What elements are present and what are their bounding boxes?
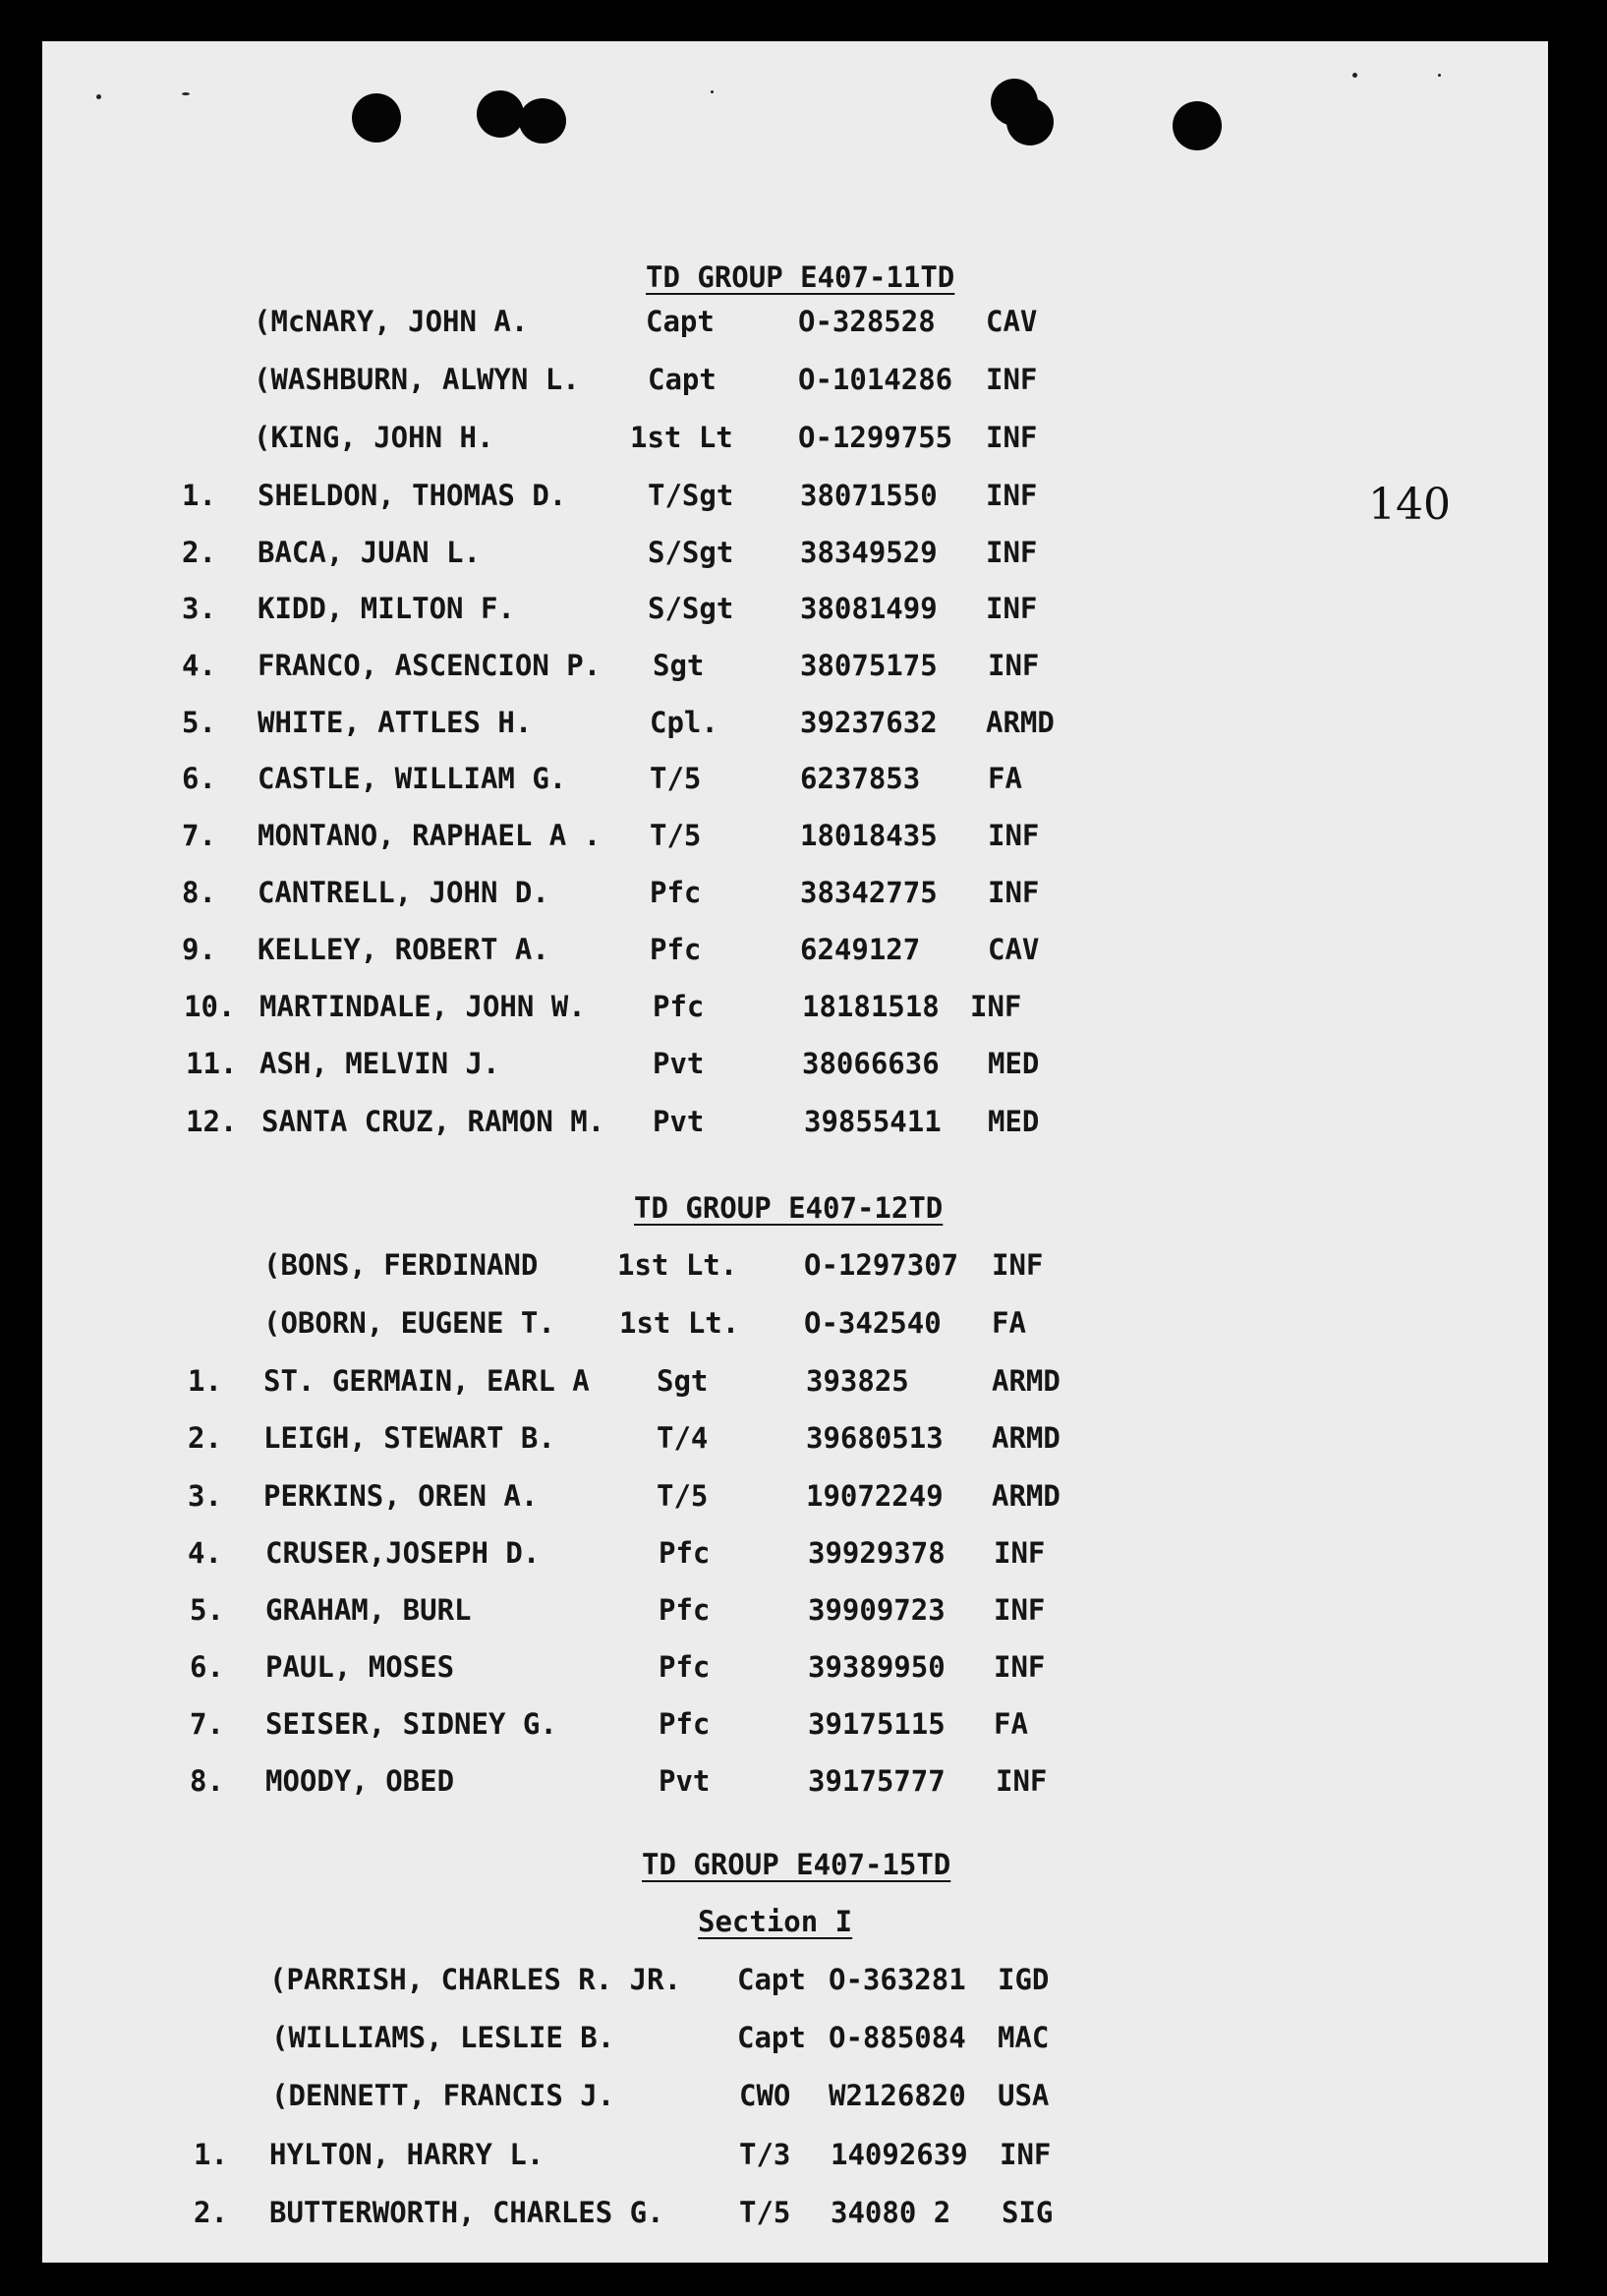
member-row: [0, 1536, 1607, 1576]
member-serial: 19072249: [806, 1479, 944, 1513]
member-branch: ARMD: [992, 1364, 1061, 1398]
member-number: 3.: [188, 1479, 222, 1513]
member-row: [0, 592, 1607, 631]
member-number: 2.: [188, 1421, 222, 1455]
member-number: 5.: [182, 706, 216, 739]
speck: [1438, 74, 1441, 77]
officer-branch: INF: [992, 1248, 1044, 1282]
member-rank: Pfc: [653, 990, 705, 1023]
officer-row: [0, 305, 1607, 344]
officer-rank: Capt: [646, 305, 715, 338]
member-number: 2.: [194, 2196, 228, 2229]
officer-row: [0, 1248, 1607, 1288]
member-row: [0, 2196, 1607, 2235]
member-name: MARTINDALE, JOHN W.: [259, 990, 586, 1023]
member-rank: T/3: [739, 2138, 791, 2171]
officer-row: [0, 421, 1607, 460]
member-number: 7.: [182, 819, 216, 852]
member-rank: Pfc: [650, 933, 702, 966]
member-branch: SIG: [1002, 2196, 1054, 2229]
member-name: KELLEY, ROBERT A.: [258, 933, 549, 966]
member-number: 12.: [186, 1105, 238, 1138]
officer-branch: MAC: [998, 2021, 1050, 2054]
member-name: MONTANO, RAPHAEL A .: [258, 819, 602, 852]
member-name: SEISER, SIDNEY G.: [265, 1707, 557, 1741]
member-serial: 39929378: [808, 1536, 946, 1570]
member-number: 7.: [190, 1707, 224, 1741]
officer-rank: 1st Lt: [630, 421, 733, 454]
member-branch: ARMD: [992, 1479, 1061, 1513]
member-rank: Sgt: [653, 649, 705, 682]
officer-name: (WILLIAMS, LESLIE B.: [271, 2021, 615, 2054]
member-serial: 6237853: [800, 762, 921, 795]
member-row: [0, 649, 1607, 688]
member-row: [0, 1707, 1607, 1747]
officer-serial: O-363281: [829, 1963, 966, 1996]
member-branch: INF: [994, 1650, 1046, 1684]
officer-name: (PARRISH, CHARLES R. JR.: [269, 1963, 682, 1996]
officer-row: [0, 363, 1607, 402]
member-name: WHITE, ATTLES H.: [258, 706, 533, 739]
member-serial: 38349529: [800, 536, 938, 569]
member-branch: ARMD: [986, 706, 1055, 739]
member-name: KIDD, MILTON F.: [258, 592, 515, 625]
officer-rank: Capt: [648, 363, 717, 396]
member-serial: 38075175: [800, 649, 938, 682]
officer-name: (DENNETT, FRANCIS J.: [271, 2079, 615, 2112]
member-branch: INF: [986, 592, 1038, 625]
member-number: 6.: [182, 762, 216, 795]
officer-serial: O-1297307: [804, 1248, 959, 1282]
member-branch: FA: [994, 1707, 1028, 1741]
member-branch: INF: [994, 1593, 1046, 1627]
officer-rank: 1st Lt.: [617, 1248, 738, 1282]
officer-branch: IGD: [998, 1963, 1050, 1996]
member-number: 1.: [182, 479, 216, 512]
member-branch: INF: [986, 479, 1038, 512]
member-rank: T/5: [650, 762, 702, 795]
member-serial: 39175777: [808, 1764, 946, 1798]
member-name: GRAHAM, BURL: [265, 1593, 472, 1627]
member-serial: 39680513: [806, 1421, 944, 1455]
member-row: [0, 2138, 1607, 2177]
member-row: [0, 1650, 1607, 1690]
member-rank: Pvt: [659, 1764, 711, 1798]
officer-branch: INF: [986, 421, 1038, 454]
member-rank: Pvt: [653, 1105, 705, 1138]
member-row: [0, 1421, 1607, 1461]
member-row: [0, 990, 1607, 1029]
member-serial: 39855411: [804, 1105, 942, 1138]
punch-hole: [1006, 98, 1054, 145]
member-number: 9.: [182, 933, 216, 966]
member-rank: T/Sgt: [648, 479, 734, 512]
member-rank: Pfc: [659, 1650, 711, 1684]
officer-branch: INF: [986, 363, 1038, 396]
member-branch: CAV: [988, 933, 1040, 966]
officer-row: [0, 1306, 1607, 1346]
officer-name: (KING, JOHN H.: [254, 421, 494, 454]
member-branch: MED: [988, 1105, 1040, 1138]
member-serial: 39237632: [800, 706, 938, 739]
member-name: SHELDON, THOMAS D.: [258, 479, 567, 512]
member-name: FRANCO, ASCENCION P.: [258, 649, 602, 682]
member-number: 5.: [190, 1593, 224, 1627]
member-name: PAUL, MOSES: [265, 1650, 455, 1684]
member-row: [0, 1764, 1607, 1804]
punch-hole: [477, 90, 524, 138]
member-name: ST. GERMAIN, EARL A: [263, 1364, 590, 1398]
member-rank: Sgt: [657, 1364, 709, 1398]
speck: [96, 94, 101, 99]
officer-branch: USA: [998, 2079, 1050, 2112]
officer-serial: O-1299755: [798, 421, 953, 454]
member-serial: 393825: [806, 1364, 909, 1398]
member-row: [0, 1105, 1607, 1144]
punch-hole: [519, 98, 566, 144]
member-serial: 14092639: [831, 2138, 968, 2171]
member-rank: Pfc: [650, 876, 702, 909]
officer-rank: 1st Lt.: [619, 1306, 740, 1340]
group-heading: TD GROUP E407-11TD: [646, 260, 955, 294]
member-branch: INF: [988, 819, 1040, 852]
member-branch: MED: [988, 1047, 1040, 1080]
officer-row: [0, 2021, 1607, 2060]
member-rank: T/5: [657, 1479, 709, 1513]
officer-row: [0, 2079, 1607, 2118]
member-row: [0, 536, 1607, 575]
member-row: [0, 1364, 1607, 1404]
member-row: [0, 933, 1607, 972]
member-serial: 18018435: [800, 819, 938, 852]
officer-branch: FA: [992, 1306, 1026, 1340]
member-branch: INF: [988, 649, 1040, 682]
member-rank: S/Sgt: [648, 536, 734, 569]
group-heading: TD GROUP E407-12TD: [634, 1191, 944, 1225]
officer-serial: W2126820: [829, 2079, 966, 2112]
officer-serial: O-328528: [798, 305, 936, 338]
member-rank: Cpl.: [650, 706, 718, 739]
member-row: [0, 1479, 1607, 1519]
officer-branch: CAV: [986, 305, 1038, 338]
member-name: BUTTERWORTH, CHARLES G.: [269, 2196, 664, 2229]
officer-rank: CWO: [739, 2079, 791, 2112]
member-row: [0, 1593, 1607, 1633]
member-rank: Pfc: [659, 1536, 711, 1570]
punch-hole: [1173, 101, 1222, 150]
member-number: 4.: [182, 649, 216, 682]
member-branch: INF: [996, 1764, 1048, 1798]
officer-serial: O-1014286: [798, 363, 953, 396]
member-number: 10.: [184, 990, 236, 1023]
speck: [182, 92, 190, 95]
section-heading: Section I: [698, 1905, 853, 1938]
member-branch: INF: [986, 536, 1038, 569]
member-serial: 39389950: [808, 1650, 946, 1684]
member-name: SANTA CRUZ, RAMON M.: [261, 1105, 605, 1138]
page-number: 140: [1368, 480, 1451, 530]
member-branch: INF: [1000, 2138, 1052, 2171]
member-branch: ARMD: [992, 1421, 1061, 1455]
member-rank: T/5: [650, 819, 702, 852]
member-number: 4.: [188, 1536, 222, 1570]
member-number: 8.: [182, 876, 216, 909]
member-serial: 38066636: [802, 1047, 940, 1080]
member-rank: S/Sgt: [648, 592, 734, 625]
officer-serial: O-885084: [829, 2021, 966, 2054]
group-heading: TD GROUP E407-15TD: [642, 1848, 951, 1881]
member-name: MOODY, OBED: [265, 1764, 455, 1798]
member-branch: INF: [994, 1536, 1046, 1570]
member-rank: Pfc: [659, 1707, 711, 1741]
punch-hole: [352, 93, 401, 143]
member-branch: INF: [988, 876, 1040, 909]
member-row: [0, 1047, 1607, 1086]
member-branch: INF: [970, 990, 1022, 1023]
member-row: [0, 819, 1607, 858]
member-serial: 34080 2: [831, 2196, 951, 2229]
member-name: PERKINS, OREN A.: [263, 1479, 539, 1513]
speck: [711, 90, 714, 93]
member-serial: 38342775: [800, 876, 938, 909]
member-rank: Pvt: [653, 1047, 705, 1080]
officer-rank: Capt: [737, 2021, 806, 2054]
officer-name: (WASHBURN, ALWYN L.: [254, 363, 580, 396]
officer-name: (McNARY, JOHN A.: [254, 305, 529, 338]
member-number: 3.: [182, 592, 216, 625]
member-row: [0, 479, 1607, 518]
member-serial: 39909723: [808, 1593, 946, 1627]
member-branch: FA: [988, 762, 1022, 795]
member-name: ASH, MELVIN J.: [259, 1047, 500, 1080]
member-serial: 38071550: [800, 479, 938, 512]
member-number: 6.: [190, 1650, 224, 1684]
member-number: 2.: [182, 536, 216, 569]
member-serial: 39175115: [808, 1707, 946, 1741]
member-number: 8.: [190, 1764, 224, 1798]
member-number: 1.: [194, 2138, 228, 2171]
member-number: 1.: [188, 1364, 222, 1398]
member-row: [0, 876, 1607, 915]
member-rank: T/4: [657, 1421, 709, 1455]
officer-serial: O-342540: [804, 1306, 942, 1340]
officer-rank: Capt: [737, 1963, 806, 1996]
member-rank: Pfc: [659, 1593, 711, 1627]
member-name: BACA, JUAN L.: [258, 536, 481, 569]
member-number: 11.: [186, 1047, 238, 1080]
member-name: HYLTON, HARRY L.: [269, 2138, 545, 2171]
member-row: [0, 762, 1607, 801]
member-serial: 38081499: [800, 592, 938, 625]
member-serial: 6249127: [800, 933, 921, 966]
member-serial: 18181518: [802, 990, 940, 1023]
member-rank: T/5: [739, 2196, 791, 2229]
member-row: [0, 706, 1607, 745]
member-name: LEIGH, STEWART B.: [263, 1421, 555, 1455]
member-name: CASTLE, WILLIAM G.: [258, 762, 567, 795]
officer-name: (OBORN, EUGENE T.: [263, 1306, 555, 1340]
speck: [1352, 73, 1357, 78]
officer-name: (BONS, FERDINAND: [263, 1248, 539, 1282]
member-name: CANTRELL, JOHN D.: [258, 876, 549, 909]
officer-row: [0, 1963, 1607, 2002]
member-name: CRUSER,JOSEPH D.: [265, 1536, 541, 1570]
